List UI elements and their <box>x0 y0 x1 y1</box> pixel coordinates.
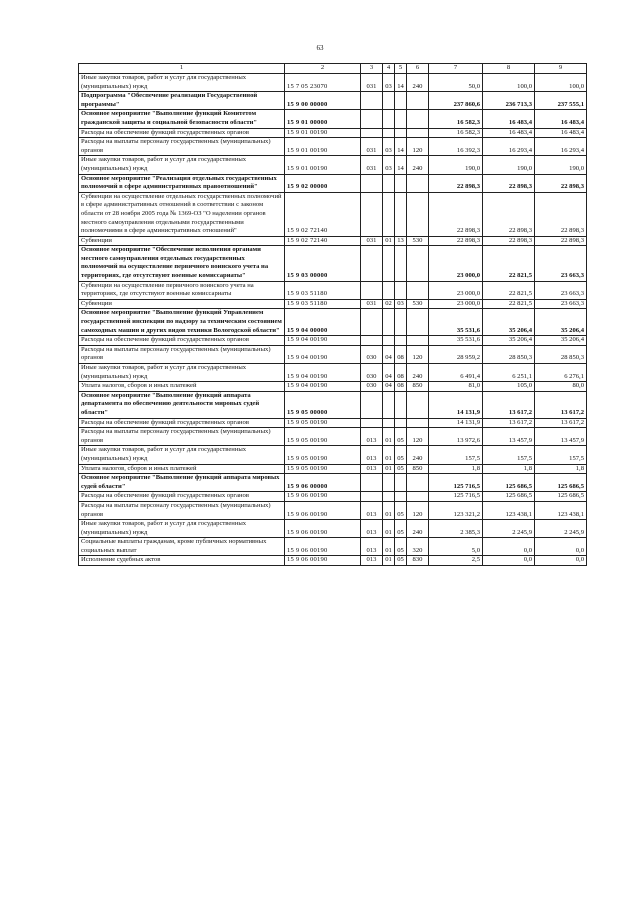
subsection-cell <box>395 336 407 346</box>
amount-year-1-cell: 22 898,3 <box>429 174 483 192</box>
amount-year-1-cell: 14 131,9 <box>429 391 483 418</box>
table-row <box>79 336 587 346</box>
section-cell <box>383 192 395 236</box>
header-cell: 3 <box>361 64 383 74</box>
target-article-cell: 15 9 05 00190 <box>285 418 361 428</box>
table-row <box>79 299 587 309</box>
subsection-cell: 05 <box>395 538 407 556</box>
expense-type-cell <box>407 474 429 492</box>
amount-year-3-cell: 13 617,2 <box>535 418 587 428</box>
amount-year-2-cell: 1,8 <box>483 464 535 474</box>
amount-year-1-cell: 6 491,4 <box>429 364 483 382</box>
amount-year-2-cell: 16 483,4 <box>483 128 535 138</box>
subsection-cell: 05 <box>395 501 407 519</box>
amount-year-2-cell: 190,0 <box>483 156 535 174</box>
section-cell <box>383 336 395 346</box>
amount-year-2-cell: 105,0 <box>483 382 535 392</box>
amount-year-3-cell: 157,5 <box>535 446 587 464</box>
department-code-cell <box>361 92 383 110</box>
department-code-cell: 013 <box>361 501 383 519</box>
expense-type-cell <box>407 309 429 336</box>
amount-year-3-cell: 22 898,3 <box>535 192 587 236</box>
subsection-cell: 05 <box>395 464 407 474</box>
department-code-cell: 031 <box>361 299 383 309</box>
section-cell: 04 <box>383 382 395 392</box>
expense-type-cell: 240 <box>407 446 429 464</box>
section-cell: 03 <box>383 138 395 156</box>
subsection-cell <box>395 128 407 138</box>
subsection-cell <box>395 246 407 281</box>
department-code-cell: 031 <box>361 156 383 174</box>
expense-type-cell: 240 <box>407 74 429 92</box>
amount-year-2-cell: 22 821,5 <box>483 246 535 281</box>
table-row <box>79 281 587 299</box>
subsection-cell: 13 <box>395 236 407 246</box>
row-name-cell: Расходы на обеспечение функций государственных органов <box>79 418 285 428</box>
amount-year-1-cell: 35 531,6 <box>429 336 483 346</box>
row-name-cell: Расходы на выплаты персоналу государственных (муниципальных) органов <box>79 345 285 363</box>
amount-year-3-cell: 35 206,4 <box>535 309 587 336</box>
department-code-cell <box>361 192 383 236</box>
expense-type-cell <box>407 128 429 138</box>
header-cell: 9 <box>535 64 587 74</box>
department-code-cell: 030 <box>361 345 383 363</box>
amount-year-2-cell: 0,0 <box>483 556 535 566</box>
row-name-cell: Иные закупки товаров, работ и услуг для государственных (муниципальных) нужд <box>79 520 285 538</box>
expense-type-cell: 320 <box>407 538 429 556</box>
amount-year-1-cell: 22 898,3 <box>429 236 483 246</box>
section-cell <box>383 110 395 128</box>
section-cell: 01 <box>383 446 395 464</box>
header-cell: 7 <box>429 64 483 74</box>
amount-year-2-cell: 125 686,5 <box>483 492 535 502</box>
expense-type-cell: 120 <box>407 501 429 519</box>
subsection-cell <box>395 418 407 428</box>
row-name-cell: Основное мероприятие "Выполнение функций аппарата мировых судей области" <box>79 474 285 492</box>
amount-year-1-cell: 23 000,0 <box>429 299 483 309</box>
table-row <box>79 474 587 492</box>
target-article-cell: 15 9 01 00190 <box>285 156 361 174</box>
amount-year-3-cell: 2 245,9 <box>535 520 587 538</box>
table-row <box>79 501 587 519</box>
amount-year-2-cell: 13 457,9 <box>483 428 535 446</box>
amount-year-1-cell: 125 716,5 <box>429 474 483 492</box>
expense-type-cell: 240 <box>407 156 429 174</box>
row-name-cell: Субвенции на осуществление отдельных государственных полномочий в сфере административных отношений в соответствии с законом области от 28 ноября 2005 года № 1369-ОЗ "О наделении органов местного самоуправления отдельными государственными полномочиями в сфере административных отношений" <box>79 192 285 236</box>
table-row <box>79 464 587 474</box>
table-row <box>79 345 587 363</box>
amount-year-1-cell: 35 531,6 <box>429 309 483 336</box>
amount-year-2-cell: 22 898,3 <box>483 192 535 236</box>
amount-year-3-cell: 28 850,3 <box>535 345 587 363</box>
table-row <box>79 446 587 464</box>
department-code-cell <box>361 110 383 128</box>
department-code-cell <box>361 492 383 502</box>
header-cell: 2 <box>285 64 361 74</box>
section-cell <box>383 492 395 502</box>
row-name-cell: Уплата налогов, сборов и иных платежей <box>79 382 285 392</box>
amount-year-3-cell: 0,0 <box>535 556 587 566</box>
target-article-cell: 15 9 03 51180 <box>285 281 361 299</box>
row-name-cell: Уплата налогов, сборов и иных платежей <box>79 464 285 474</box>
page-number: 63 <box>316 44 324 52</box>
amount-year-2-cell: 157,5 <box>483 446 535 464</box>
department-code-cell <box>361 281 383 299</box>
subsection-cell: 03 <box>395 299 407 309</box>
target-article-cell: 15 9 06 00190 <box>285 520 361 538</box>
header-cell: 8 <box>483 64 535 74</box>
amount-year-2-cell: 13 617,2 <box>483 418 535 428</box>
row-name-cell: Основное мероприятие "Выполнение функций Комитетом гражданской защиты и социальной безопасности области" <box>79 110 285 128</box>
amount-year-2-cell: 35 206,4 <box>483 309 535 336</box>
target-article-cell: 15 9 03 51180 <box>285 299 361 309</box>
table-row <box>79 391 587 418</box>
table-row <box>79 538 587 556</box>
amount-year-2-cell: 123 438,1 <box>483 501 535 519</box>
expense-type-cell: 530 <box>407 299 429 309</box>
section-cell: 01 <box>383 556 395 566</box>
row-name-cell: Иные закупки товаров, работ и услуг для государственных (муниципальных) нужд <box>79 156 285 174</box>
subsection-cell <box>395 492 407 502</box>
amount-year-2-cell: 6 251,1 <box>483 364 535 382</box>
subsection-cell: 14 <box>395 74 407 92</box>
header-cell: 1 <box>79 64 285 74</box>
target-article-cell: 15 9 01 00000 <box>285 110 361 128</box>
table-row <box>79 246 587 281</box>
target-article-cell: 15 9 05 00190 <box>285 464 361 474</box>
section-cell <box>383 418 395 428</box>
header-row <box>79 64 587 74</box>
budget-table <box>78 63 587 566</box>
subsection-cell <box>395 92 407 110</box>
amount-year-1-cell: 16 392,3 <box>429 138 483 156</box>
amount-year-1-cell: 22 898,3 <box>429 192 483 236</box>
department-code-cell <box>361 309 383 336</box>
amount-year-3-cell: 13 617,2 <box>535 391 587 418</box>
expense-type-cell <box>407 391 429 418</box>
expense-type-cell: 850 <box>407 382 429 392</box>
section-cell <box>383 474 395 492</box>
subsection-cell <box>395 110 407 128</box>
amount-year-2-cell: 22 898,3 <box>483 236 535 246</box>
subsection-cell: 08 <box>395 345 407 363</box>
expense-type-cell <box>407 336 429 346</box>
row-name-cell: Субвенции <box>79 299 285 309</box>
header-cell: 5 <box>395 64 407 74</box>
amount-year-2-cell: 125 686,5 <box>483 474 535 492</box>
row-name-cell: Основное мероприятие "Реализация отдельных государственных полномочий в сфере административных правоотношений" <box>79 174 285 192</box>
department-code-cell: 030 <box>361 364 383 382</box>
amount-year-1-cell: 157,5 <box>429 446 483 464</box>
amount-year-1-cell: 123 321,2 <box>429 501 483 519</box>
row-name-cell: Основное мероприятие "Выполнение функций Управлением государственной инспекции по надзору за техническим состоянием самоходных машин и других видов техники Вологодской области" <box>79 309 285 336</box>
department-code-cell <box>361 174 383 192</box>
target-article-cell: 15 9 05 00190 <box>285 428 361 446</box>
amount-year-2-cell: 13 617,2 <box>483 391 535 418</box>
expense-type-cell <box>407 92 429 110</box>
table-row <box>79 174 587 192</box>
department-code-cell <box>361 336 383 346</box>
target-article-cell: 15 9 06 00190 <box>285 538 361 556</box>
expense-type-cell <box>407 192 429 236</box>
amount-year-1-cell: 50,0 <box>429 74 483 92</box>
row-name-cell: Расходы на выплаты персоналу государственных (муниципальных) органов <box>79 501 285 519</box>
section-cell <box>383 92 395 110</box>
amount-year-3-cell: 125 686,5 <box>535 492 587 502</box>
row-name-cell: Исполнение судебных актов <box>79 556 285 566</box>
amount-year-1-cell: 2,5 <box>429 556 483 566</box>
department-code-cell: 013 <box>361 538 383 556</box>
expense-type-cell <box>407 492 429 502</box>
amount-year-1-cell: 23 000,0 <box>429 281 483 299</box>
target-article-cell: 15 9 04 00000 <box>285 309 361 336</box>
table-row <box>79 309 587 336</box>
row-name-cell: Расходы на обеспечение функций государственных органов <box>79 336 285 346</box>
amount-year-1-cell: 190,0 <box>429 156 483 174</box>
amount-year-1-cell: 13 972,6 <box>429 428 483 446</box>
expense-type-cell: 120 <box>407 138 429 156</box>
header-cell: 4 <box>383 64 395 74</box>
section-cell <box>383 281 395 299</box>
section-cell: 03 <box>383 74 395 92</box>
amount-year-1-cell: 5,0 <box>429 538 483 556</box>
target-article-cell: 15 9 02 72140 <box>285 236 361 246</box>
department-code-cell: 031 <box>361 138 383 156</box>
row-name-cell: Основное мероприятие "Выполнение функций аппарата департамента по обеспечению деятельности мировых судей области" <box>79 391 285 418</box>
subsection-cell <box>395 281 407 299</box>
table-row <box>79 192 587 236</box>
table-row <box>79 156 587 174</box>
row-name-cell: Субвенции на осуществление первичного воинского учета на территориях, где отсутствуют военные комиссариаты <box>79 281 285 299</box>
table-row <box>79 92 587 110</box>
section-cell: 01 <box>383 464 395 474</box>
subsection-cell: 05 <box>395 556 407 566</box>
amount-year-3-cell: 16 483,4 <box>535 128 587 138</box>
amount-year-3-cell: 0,0 <box>535 538 587 556</box>
table-row <box>79 364 587 382</box>
expense-type-cell <box>407 418 429 428</box>
target-article-cell: 15 7 05 23070 <box>285 74 361 92</box>
subsection-cell <box>395 192 407 236</box>
table-row <box>79 74 587 92</box>
department-code-cell: 031 <box>361 74 383 92</box>
subsection-cell: 08 <box>395 364 407 382</box>
expense-type-cell <box>407 174 429 192</box>
expense-type-cell: 530 <box>407 236 429 246</box>
department-code-cell: 031 <box>361 236 383 246</box>
department-code-cell: 013 <box>361 446 383 464</box>
subsection-cell <box>395 309 407 336</box>
row-name-cell: Подпрограмма "Обеспечение реализации Государственной программы" <box>79 92 285 110</box>
expense-type-cell: 240 <box>407 520 429 538</box>
section-cell <box>383 309 395 336</box>
amount-year-1-cell: 14 131,9 <box>429 418 483 428</box>
row-name-cell: Субвенции <box>79 236 285 246</box>
target-article-cell: 15 9 02 72140 <box>285 192 361 236</box>
amount-year-3-cell: 23 663,3 <box>535 299 587 309</box>
amount-year-2-cell: 35 206,4 <box>483 336 535 346</box>
table-row <box>79 418 587 428</box>
amount-year-3-cell: 22 898,3 <box>535 174 587 192</box>
subsection-cell <box>395 474 407 492</box>
row-name-cell: Расходы на обеспечение функций государственных органов <box>79 128 285 138</box>
amount-year-3-cell: 1,8 <box>535 464 587 474</box>
amount-year-3-cell: 23 663,3 <box>535 246 587 281</box>
section-cell <box>383 391 395 418</box>
table-row <box>79 110 587 128</box>
expense-type-cell: 120 <box>407 345 429 363</box>
section-cell: 01 <box>383 538 395 556</box>
section-cell: 04 <box>383 364 395 382</box>
amount-year-3-cell: 16 293,4 <box>535 138 587 156</box>
amount-year-2-cell: 0,0 <box>483 538 535 556</box>
header-cell: 6 <box>407 64 429 74</box>
table-row <box>79 128 587 138</box>
target-article-cell: 15 9 01 00190 <box>285 138 361 156</box>
department-code-cell: 013 <box>361 556 383 566</box>
department-code-cell: 013 <box>361 464 383 474</box>
amount-year-1-cell: 81,0 <box>429 382 483 392</box>
row-name-cell: Расходы на выплаты персоналу государственных (муниципальных) органов <box>79 138 285 156</box>
row-name-cell: Основное мероприятие "Обеспечение исполнения органами местного самоуправления отдельных государственных полномочий на осуществление первичного воинского учета на территориях, где отсутствуют военные комиссариаты" <box>79 246 285 281</box>
department-code-cell <box>361 246 383 281</box>
expense-type-cell: 830 <box>407 556 429 566</box>
row-name-cell: Социальные выплаты гражданам, кроме публичных нормативных социальных выплат <box>79 538 285 556</box>
department-code-cell: 013 <box>361 428 383 446</box>
amount-year-1-cell: 23 000,0 <box>429 246 483 281</box>
amount-year-2-cell: 236 713,3 <box>483 92 535 110</box>
section-cell: 02 <box>383 299 395 309</box>
target-article-cell: 15 9 04 00190 <box>285 382 361 392</box>
target-article-cell: 15 9 06 00000 <box>285 474 361 492</box>
table-row <box>79 520 587 538</box>
expense-type-cell: 850 <box>407 464 429 474</box>
amount-year-2-cell: 100,0 <box>483 74 535 92</box>
amount-year-2-cell: 28 850,3 <box>483 345 535 363</box>
row-name-cell: Иные закупки товаров, работ и услуг для государственных (муниципальных) нужд <box>79 364 285 382</box>
target-article-cell: 15 9 06 00190 <box>285 556 361 566</box>
amount-year-1-cell: 16 582,3 <box>429 128 483 138</box>
target-article-cell: 15 9 06 00190 <box>285 492 361 502</box>
amount-year-1-cell: 1,8 <box>429 464 483 474</box>
department-code-cell <box>361 474 383 492</box>
expense-type-cell: 120 <box>407 428 429 446</box>
section-cell <box>383 246 395 281</box>
target-article-cell: 15 9 05 00190 <box>285 446 361 464</box>
table-row <box>79 236 587 246</box>
section-cell <box>383 174 395 192</box>
amount-year-3-cell: 80,0 <box>535 382 587 392</box>
department-code-cell <box>361 418 383 428</box>
amount-year-3-cell: 35 206,4 <box>535 336 587 346</box>
table-row <box>79 556 587 566</box>
department-code-cell: 030 <box>361 382 383 392</box>
amount-year-1-cell: 16 582,3 <box>429 110 483 128</box>
amount-year-1-cell: 28 959,2 <box>429 345 483 363</box>
subsection-cell: 14 <box>395 156 407 174</box>
section-cell: 03 <box>383 156 395 174</box>
section-cell <box>383 128 395 138</box>
row-name-cell: Расходы на выплаты персоналу государственных (муниципальных) органов <box>79 428 285 446</box>
amount-year-2-cell: 22 898,3 <box>483 174 535 192</box>
amount-year-3-cell: 125 686,5 <box>535 474 587 492</box>
row-name-cell: Иные закупки товаров, работ и услуг для государственных (муниципальных) нужд <box>79 446 285 464</box>
department-code-cell <box>361 128 383 138</box>
amount-year-3-cell: 237 555,1 <box>535 92 587 110</box>
subsection-cell <box>395 174 407 192</box>
table-row <box>79 138 587 156</box>
subsection-cell: 05 <box>395 428 407 446</box>
target-article-cell: 15 9 00 00000 <box>285 92 361 110</box>
amount-year-3-cell: 123 438,1 <box>535 501 587 519</box>
section-cell: 01 <box>383 236 395 246</box>
target-article-cell: 15 9 04 00190 <box>285 345 361 363</box>
section-cell: 01 <box>383 501 395 519</box>
subsection-cell: 05 <box>395 520 407 538</box>
amount-year-2-cell: 22 821,5 <box>483 281 535 299</box>
expense-type-cell: 240 <box>407 364 429 382</box>
row-name-cell: Иные закупки товаров, работ и услуг для государственных (муниципальных) нужд <box>79 74 285 92</box>
expense-type-cell <box>407 110 429 128</box>
amount-year-3-cell: 6 276,1 <box>535 364 587 382</box>
amount-year-3-cell: 190,0 <box>535 156 587 174</box>
target-article-cell: 15 9 05 00000 <box>285 391 361 418</box>
department-code-cell: 013 <box>361 520 383 538</box>
section-cell: 04 <box>383 345 395 363</box>
amount-year-3-cell: 13 457,9 <box>535 428 587 446</box>
amount-year-2-cell: 22 821,5 <box>483 299 535 309</box>
amount-year-3-cell: 23 663,3 <box>535 281 587 299</box>
row-name-cell: Расходы на обеспечение функций государственных органов <box>79 492 285 502</box>
expense-type-cell <box>407 246 429 281</box>
amount-year-2-cell: 16 483,4 <box>483 110 535 128</box>
amount-year-3-cell: 16 483,4 <box>535 110 587 128</box>
amount-year-1-cell: 237 860,6 <box>429 92 483 110</box>
target-article-cell: 15 9 02 00000 <box>285 174 361 192</box>
table-row <box>79 382 587 392</box>
amount-year-1-cell: 2 385,3 <box>429 520 483 538</box>
table-row <box>79 428 587 446</box>
expense-type-cell <box>407 281 429 299</box>
target-article-cell: 15 9 01 00190 <box>285 128 361 138</box>
section-cell: 01 <box>383 428 395 446</box>
subsection-cell: 14 <box>395 138 407 156</box>
amount-year-2-cell: 2 245,9 <box>483 520 535 538</box>
subsection-cell: 08 <box>395 382 407 392</box>
amount-year-1-cell: 125 716,5 <box>429 492 483 502</box>
department-code-cell <box>361 391 383 418</box>
amount-year-3-cell: 100,0 <box>535 74 587 92</box>
subsection-cell: 05 <box>395 446 407 464</box>
amount-year-3-cell: 22 898,3 <box>535 236 587 246</box>
target-article-cell: 15 9 04 00190 <box>285 364 361 382</box>
target-article-cell: 15 9 03 00000 <box>285 246 361 281</box>
section-cell: 01 <box>383 520 395 538</box>
table-row <box>79 492 587 502</box>
target-article-cell: 15 9 06 00190 <box>285 501 361 519</box>
amount-year-2-cell: 16 293,4 <box>483 138 535 156</box>
target-article-cell: 15 9 04 00190 <box>285 336 361 346</box>
subsection-cell <box>395 391 407 418</box>
